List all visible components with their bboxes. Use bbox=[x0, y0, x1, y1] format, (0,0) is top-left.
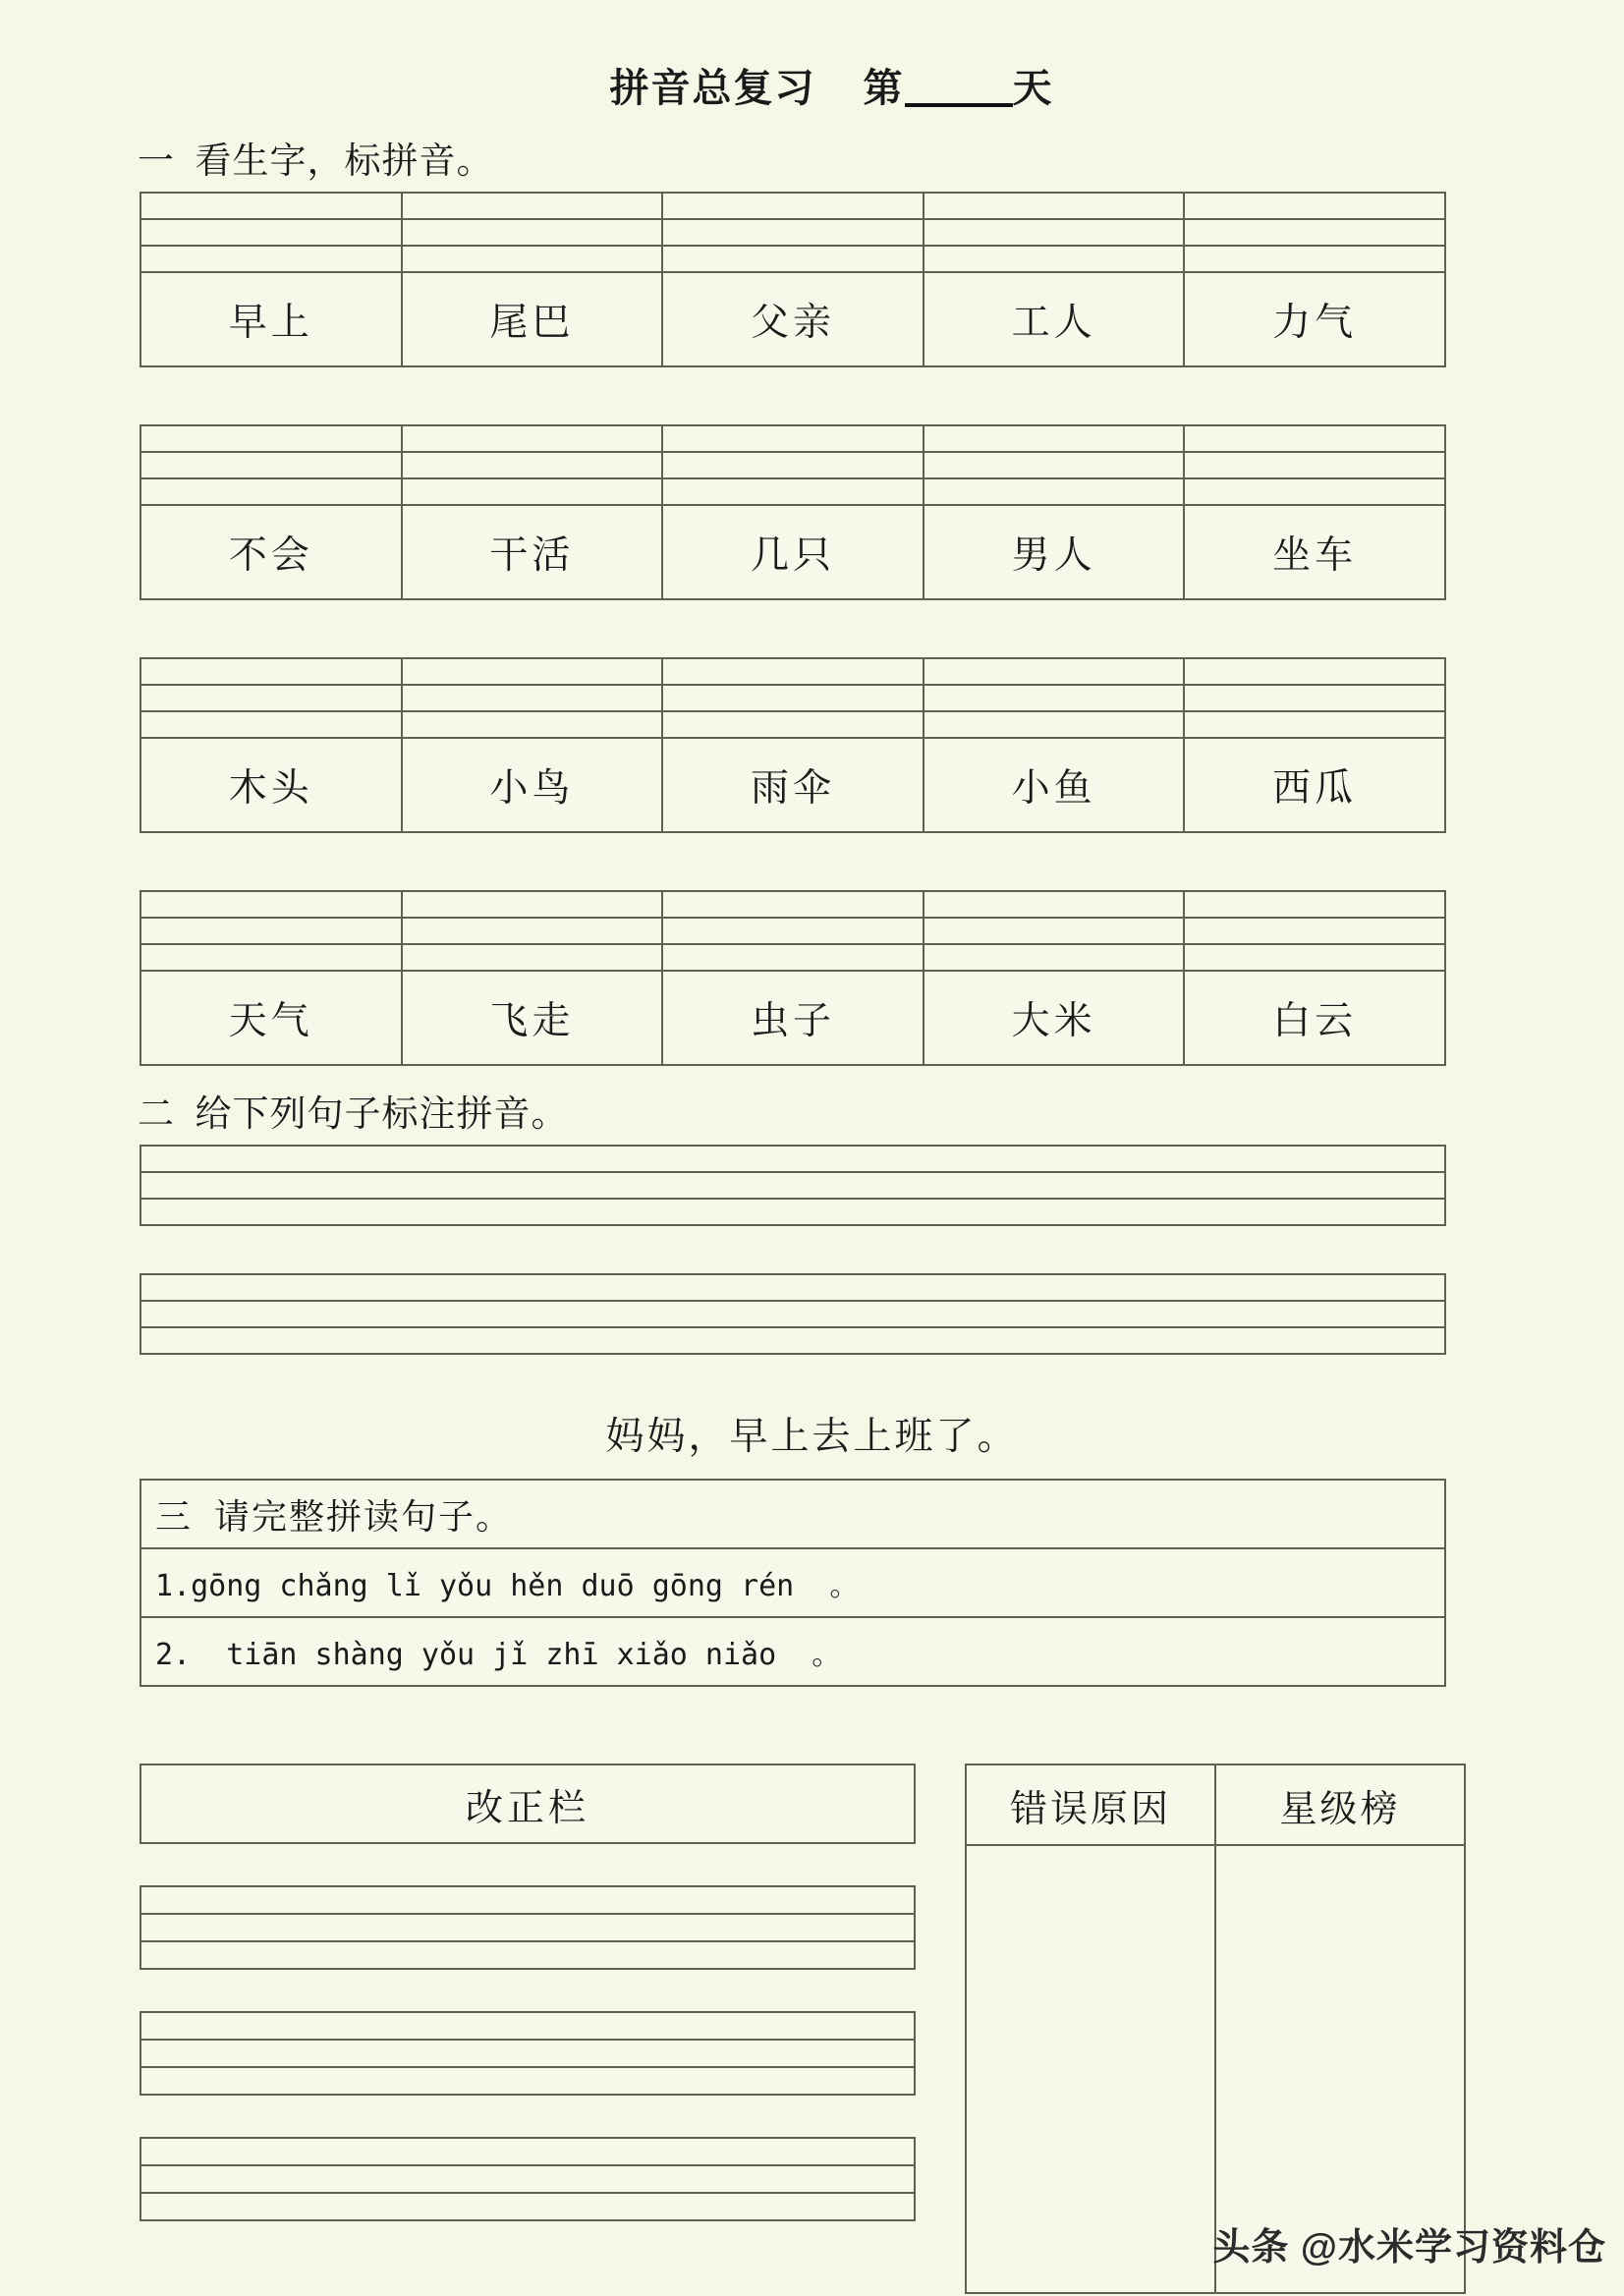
word-row bbox=[140, 738, 1445, 832]
section-three-heading-row bbox=[140, 1480, 1445, 1548]
pinyin-cell[interactable] bbox=[1184, 425, 1445, 452]
spacer bbox=[0, 1226, 1624, 1273]
pinyin-cell[interactable] bbox=[1184, 219, 1445, 246]
pinyin-cell[interactable] bbox=[402, 246, 663, 272]
writing-line-cell[interactable] bbox=[140, 1941, 915, 1969]
pinyin-cell[interactable] bbox=[402, 711, 663, 738]
writing-line[interactable] bbox=[140, 1914, 915, 1941]
pinyin-cell[interactable] bbox=[662, 452, 924, 478]
pinyin-cell[interactable] bbox=[924, 219, 1185, 246]
spacer bbox=[0, 367, 1624, 424]
word-cell: 不会 bbox=[140, 505, 402, 599]
pinyin-cell[interactable] bbox=[140, 425, 402, 452]
pinyin-row[interactable] bbox=[140, 918, 1445, 944]
pinyin-cell[interactable] bbox=[402, 685, 663, 711]
writing-line-cell[interactable] bbox=[140, 2067, 915, 2095]
word-cell: 天气 bbox=[140, 971, 402, 1065]
word-cell: 小鸟 bbox=[402, 738, 663, 832]
spacer bbox=[0, 833, 1624, 890]
pinyin-cell[interactable] bbox=[402, 891, 663, 918]
correction-column bbox=[140, 1764, 916, 2221]
pinyin-cell[interactable] bbox=[402, 425, 663, 452]
word-cell: 坐车 bbox=[1184, 505, 1445, 599]
pinyin-cell[interactable] bbox=[924, 891, 1185, 918]
section-three-table bbox=[140, 1479, 1446, 1687]
pinyin-row[interactable] bbox=[140, 711, 1445, 738]
pinyin-cell[interactable] bbox=[924, 246, 1185, 272]
word-table-group-4 bbox=[140, 890, 1446, 1066]
pinyin-cell[interactable] bbox=[140, 193, 402, 219]
writing-line-cell[interactable] bbox=[140, 1327, 1445, 1354]
writing-line-cell[interactable] bbox=[140, 1172, 1445, 1199]
pinyin-row[interactable] bbox=[140, 193, 1445, 219]
pinyin-cell[interactable] bbox=[1184, 918, 1445, 944]
correction-lines-block-1 bbox=[140, 1885, 916, 1970]
pinyin-cell[interactable] bbox=[662, 246, 924, 272]
writing-line-cell[interactable] bbox=[140, 2193, 915, 2220]
writing-line[interactable] bbox=[140, 2012, 915, 2040]
word-cell: 父亲 bbox=[662, 272, 924, 366]
answer-sentence: 妈妈，早上去上班了。 bbox=[605, 1416, 1019, 1458]
word-row bbox=[140, 971, 1445, 1065]
pinyin-row[interactable] bbox=[140, 685, 1445, 711]
title-day-suffix: 天 bbox=[1012, 66, 1054, 110]
pinyin-cell[interactable] bbox=[662, 918, 924, 944]
pinyin-cell[interactable] bbox=[1184, 193, 1445, 219]
writing-line[interactable] bbox=[140, 2040, 915, 2067]
pinyin-cell[interactable] bbox=[402, 918, 663, 944]
pinyin-cell[interactable] bbox=[1184, 478, 1445, 505]
pinyin-row[interactable] bbox=[140, 246, 1445, 272]
pinyin-row[interactable] bbox=[140, 658, 1445, 685]
pinyin-cell[interactable] bbox=[140, 452, 402, 478]
title-day-prefix: 第 bbox=[863, 66, 905, 110]
writing-line-cell[interactable] bbox=[140, 2165, 915, 2193]
pinyin-cell[interactable] bbox=[1184, 452, 1445, 478]
pinyin-row[interactable] bbox=[140, 425, 1445, 452]
pinyin-cell[interactable] bbox=[662, 193, 924, 219]
pinyin-sentence-2[interactable]: 2. tiān shàng yǒu jǐ zhī xiǎo niǎo 。 bbox=[140, 1617, 1445, 1686]
evaluation-table bbox=[965, 1764, 1466, 2294]
pinyin-cell[interactable] bbox=[924, 193, 1185, 219]
word-cell: 虫子 bbox=[662, 971, 924, 1065]
section-three-item-row[interactable] bbox=[140, 1548, 1445, 1617]
pinyin-cell[interactable] bbox=[924, 452, 1185, 478]
word-cell: 几只 bbox=[662, 505, 924, 599]
pinyin-row[interactable] bbox=[140, 944, 1445, 971]
writing-line[interactable] bbox=[140, 2138, 915, 2165]
pinyin-cell[interactable] bbox=[662, 711, 924, 738]
writing-line[interactable] bbox=[140, 1886, 915, 1914]
correction-column-header: 改正栏 bbox=[140, 1764, 916, 1844]
word-row bbox=[140, 272, 1445, 366]
pinyin-cell[interactable] bbox=[140, 891, 402, 918]
pinyin-cell[interactable] bbox=[924, 944, 1185, 971]
writing-line[interactable] bbox=[140, 1146, 1445, 1172]
word-cell: 男人 bbox=[924, 505, 1185, 599]
word-table-group-3 bbox=[140, 657, 1446, 833]
pinyin-cell[interactable] bbox=[924, 685, 1185, 711]
section-two-heading: 二 给下列句子标注拼音。 bbox=[138, 1094, 569, 1135]
pinyin-cell[interactable] bbox=[924, 711, 1185, 738]
writing-line[interactable] bbox=[140, 1199, 1445, 1225]
pinyin-sentence-1[interactable]: 1.gōng chǎng lǐ yǒu hěn duō gōng rén 。 bbox=[140, 1548, 1445, 1617]
bottom-area bbox=[0, 1764, 1624, 2294]
pinyin-cell[interactable] bbox=[1184, 658, 1445, 685]
pinyin-cell[interactable] bbox=[924, 918, 1185, 944]
word-table-group-2 bbox=[140, 424, 1446, 600]
writing-line-cell[interactable] bbox=[140, 1146, 1445, 1172]
word-cell: 尾巴 bbox=[402, 272, 663, 366]
writing-line-cell[interactable] bbox=[140, 1301, 1445, 1327]
writing-line[interactable] bbox=[140, 1941, 915, 1969]
pinyin-cell[interactable] bbox=[1184, 246, 1445, 272]
pinyin-cell[interactable] bbox=[1184, 891, 1445, 918]
pinyin-cell[interactable] bbox=[924, 478, 1185, 505]
word-cell: 白云 bbox=[1184, 971, 1445, 1065]
word-cell: 大米 bbox=[924, 971, 1185, 1065]
word-row bbox=[140, 505, 1445, 599]
writing-line-cell[interactable] bbox=[140, 1199, 1445, 1225]
writing-line[interactable] bbox=[140, 1327, 1445, 1354]
title-blank-line bbox=[905, 103, 1013, 107]
writing-line[interactable] bbox=[140, 1274, 1445, 1301]
writing-lines-block-2 bbox=[140, 1273, 1446, 1355]
word-cell: 干活 bbox=[402, 505, 663, 599]
pinyin-row[interactable] bbox=[140, 478, 1445, 505]
pinyin-cell[interactable] bbox=[402, 452, 663, 478]
pinyin-cell[interactable] bbox=[662, 425, 924, 452]
word-table-group-1 bbox=[140, 192, 1446, 367]
pinyin-cell[interactable] bbox=[662, 478, 924, 505]
pinyin-cell[interactable] bbox=[140, 918, 402, 944]
pinyin-cell[interactable] bbox=[402, 219, 663, 246]
pinyin-cell[interactable] bbox=[402, 478, 663, 505]
word-cell: 力气 bbox=[1184, 272, 1445, 366]
word-cell: 工人 bbox=[924, 272, 1185, 366]
writing-lines-block-1 bbox=[140, 1145, 1446, 1226]
pinyin-cell[interactable] bbox=[1184, 685, 1445, 711]
writing-line[interactable] bbox=[140, 2193, 915, 2220]
pinyin-cell[interactable] bbox=[662, 685, 924, 711]
pinyin-cell[interactable] bbox=[140, 478, 402, 505]
correction-lines-block-2 bbox=[140, 2011, 916, 2096]
pinyin-row[interactable] bbox=[140, 891, 1445, 918]
pinyin-cell[interactable] bbox=[140, 658, 402, 685]
writing-line-cell[interactable] bbox=[140, 2040, 915, 2067]
error-reason-body[interactable] bbox=[966, 1845, 1215, 2293]
pinyin-cell[interactable] bbox=[140, 219, 402, 246]
word-cell: 飞走 bbox=[402, 971, 663, 1065]
pinyin-cell[interactable] bbox=[662, 219, 924, 246]
word-cell: 雨伞 bbox=[662, 738, 924, 832]
writing-line[interactable] bbox=[140, 2165, 915, 2193]
pinyin-cell[interactable] bbox=[140, 685, 402, 711]
pinyin-row[interactable] bbox=[140, 219, 1445, 246]
page-title bbox=[0, 0, 1624, 113]
error-reason-header: 错误原因 bbox=[966, 1764, 1215, 1845]
word-cell: 木头 bbox=[140, 738, 402, 832]
pinyin-cell[interactable] bbox=[924, 658, 1185, 685]
pinyin-cell[interactable] bbox=[140, 944, 402, 971]
writing-line[interactable] bbox=[140, 1301, 1445, 1327]
pinyin-cell[interactable] bbox=[140, 246, 402, 272]
writing-line-cell[interactable] bbox=[140, 2138, 915, 2165]
pinyin-cell[interactable] bbox=[1184, 944, 1445, 971]
writing-line-cell[interactable] bbox=[140, 2012, 915, 2040]
section-one-heading: 一 看生字，标拼音。 bbox=[138, 141, 494, 182]
section-three-heading: 三 请完整拼读句子。 bbox=[140, 1480, 1445, 1548]
section-three-item-row[interactable] bbox=[140, 1617, 1445, 1686]
word-cell: 西瓜 bbox=[1184, 738, 1445, 832]
writing-line-cell[interactable] bbox=[140, 1274, 1445, 1301]
pinyin-cell[interactable] bbox=[402, 193, 663, 219]
word-cell: 小鱼 bbox=[924, 738, 1185, 832]
pinyin-cell[interactable] bbox=[662, 658, 924, 685]
pinyin-cell[interactable] bbox=[1184, 711, 1445, 738]
pinyin-cell[interactable] bbox=[402, 658, 663, 685]
star-rank-header: 星级榜 bbox=[1215, 1764, 1465, 1845]
spacer bbox=[0, 600, 1624, 657]
pinyin-cell[interactable] bbox=[140, 711, 402, 738]
writing-line[interactable] bbox=[140, 2067, 915, 2095]
pinyin-row[interactable] bbox=[140, 452, 1445, 478]
pinyin-cell[interactable] bbox=[924, 425, 1185, 452]
writing-line[interactable] bbox=[140, 1172, 1445, 1199]
watermark: 头条 @水米学习资料仓 bbox=[1212, 2227, 1606, 2268]
writing-line-cell[interactable] bbox=[140, 1914, 915, 1941]
pinyin-cell[interactable] bbox=[402, 944, 663, 971]
pinyin-cell[interactable] bbox=[662, 944, 924, 971]
correction-lines-block-3 bbox=[140, 2137, 916, 2221]
word-cell: 早上 bbox=[140, 272, 402, 366]
title-main-text: 拼音总复习 bbox=[609, 66, 816, 110]
pinyin-cell[interactable] bbox=[662, 891, 924, 918]
evaluation-header-row bbox=[966, 1764, 1465, 1845]
writing-line-cell[interactable] bbox=[140, 1886, 915, 1914]
